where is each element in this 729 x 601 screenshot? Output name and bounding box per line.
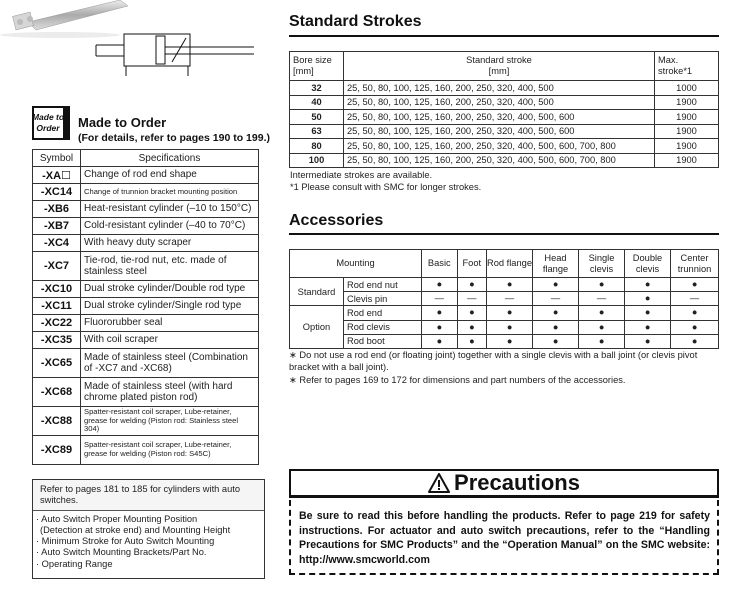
bore-cell: 32 bbox=[290, 81, 344, 96]
mark-cell: — bbox=[457, 292, 486, 306]
list-item: · Auto Switch Proper Mounting Position bbox=[36, 514, 198, 524]
mark-cell: ● bbox=[487, 334, 533, 348]
table-row bbox=[290, 95, 719, 110]
symbol-cell: -XC7 bbox=[33, 252, 81, 281]
part-cell: Rod end bbox=[344, 306, 422, 320]
standard-strokes-title: Standard Strokes bbox=[289, 13, 422, 30]
auto-switch-header: Refer to pages 181 to 185 for cylinders with auto switches. bbox=[33, 480, 264, 511]
table-header-row bbox=[290, 52, 719, 81]
table-row bbox=[33, 201, 259, 218]
table-row bbox=[33, 252, 259, 281]
table-row bbox=[33, 315, 259, 332]
list-item: (Detection at stroke end) and Mounting Height bbox=[40, 525, 231, 536]
mark-cell: — bbox=[579, 292, 625, 306]
table-row bbox=[33, 281, 259, 298]
table-row bbox=[33, 167, 259, 184]
table-row bbox=[290, 124, 719, 139]
symbol-cell: -XC22 bbox=[33, 315, 81, 332]
max-stroke-column-header bbox=[655, 52, 719, 81]
max-stroke-cell: 1000 bbox=[655, 81, 719, 96]
bore-cell: 50 bbox=[290, 110, 344, 125]
cylinder-illustration bbox=[0, 0, 270, 90]
specifications-column-header: Specifications bbox=[81, 150, 259, 167]
mark-cell: ● bbox=[625, 278, 671, 292]
precautions-title: Precautions bbox=[454, 470, 580, 495]
mark-cell: ● bbox=[422, 320, 458, 334]
table-row bbox=[290, 81, 719, 96]
spec-cell: Dual stroke cylinder/Single rod type bbox=[81, 298, 259, 315]
mark-cell: ● bbox=[625, 292, 671, 306]
table-header-row bbox=[33, 150, 259, 167]
symbol-cell: -XC4 bbox=[33, 235, 81, 252]
longer-strokes-footnote: *1 Please consult with SMC for longer strokes. bbox=[290, 182, 482, 192]
symbol-cell: -XC10 bbox=[33, 281, 81, 298]
accessories-table bbox=[289, 249, 719, 349]
max-header-line2: stroke*1 bbox=[658, 66, 693, 76]
spec-cell: Made of stainless steel (Combination of -XC7 and -XC68) bbox=[81, 349, 259, 378]
made-to-order-title: Made to Order bbox=[78, 115, 167, 130]
table-row bbox=[290, 110, 719, 125]
mark-cell: ● bbox=[533, 320, 579, 334]
badge-line2: Order bbox=[36, 123, 60, 133]
single-clevis-column-header: Single clevis bbox=[579, 250, 625, 278]
precautions-header bbox=[291, 471, 717, 495]
badge-line1: Made to bbox=[32, 112, 65, 122]
spec-cell: Cold-resistant cylinder (–40 to 70°C) bbox=[81, 218, 259, 235]
list-item: · Operating Range bbox=[36, 558, 113, 569]
spec-cell: Heat-resistant cylinder (–10 to 150°C) bbox=[81, 201, 259, 218]
accessories-reference-note: ∗ Refer to pages 169 to 172 for dimensions and part numbers of the accessories. bbox=[289, 375, 626, 385]
mark-cell: ● bbox=[457, 334, 486, 348]
spec-cell: Change of trunnion bracket mounting position bbox=[81, 184, 259, 201]
max-header-line1: Max. bbox=[658, 55, 679, 66]
made-to-order-header bbox=[32, 106, 270, 146]
mark-cell: ● bbox=[671, 320, 719, 334]
symbol-cell: -XA☐ bbox=[33, 167, 81, 184]
symbol-cell: -XB7 bbox=[33, 218, 81, 235]
strokes-cell: 25, 50, 80, 100, 125, 160, 200, 250, 320, 400, 500, 600 bbox=[344, 124, 655, 139]
mark-cell: ● bbox=[671, 306, 719, 320]
bore-header-line2: [mm] bbox=[293, 66, 314, 76]
table-row bbox=[33, 349, 259, 378]
made-to-order-subtitle: (For details, refer to pages 190 to 199.) bbox=[78, 132, 270, 144]
spec-cell: Dual stroke cylinder/Double rod type bbox=[81, 281, 259, 298]
spec-cell: Tie-rod, tie-rod nut, etc. made of stainless steel bbox=[81, 252, 259, 281]
mark-cell: ● bbox=[579, 306, 625, 320]
auto-switch-reference-box bbox=[32, 479, 265, 579]
table-row bbox=[290, 278, 719, 292]
list-item: · Auto Switch Mounting Brackets/Part No. bbox=[36, 547, 207, 558]
table-row bbox=[290, 334, 719, 348]
stroke-header-line1: Standard stroke bbox=[466, 55, 532, 66]
bore-size-column-header bbox=[290, 52, 344, 81]
mark-cell: ● bbox=[457, 278, 486, 292]
bore-cell: 40 bbox=[290, 95, 344, 110]
part-cell: Rod boot bbox=[344, 334, 422, 348]
table-row bbox=[33, 184, 259, 201]
precautions-text: Be sure to read this before handling the products. Refer to page 219 for safety instructions. For actuator and auto switch precautions, refer to the “Handling Precautions for SMC Products” and the “Operation Manual” on the SMC website: http://www.smcworld.com bbox=[299, 510, 710, 566]
mark-cell: ● bbox=[671, 278, 719, 292]
center-trunnion-column-header: Center trunnion bbox=[671, 250, 719, 278]
mark-cell: — bbox=[533, 292, 579, 306]
table-row bbox=[33, 332, 259, 349]
mark-cell: — bbox=[671, 292, 719, 306]
spec-cell: With heavy duty scraper bbox=[81, 235, 259, 252]
mark-cell: ● bbox=[533, 334, 579, 348]
table-row bbox=[290, 306, 719, 320]
intermediate-strokes-note: Intermediate strokes are available. bbox=[290, 170, 433, 180]
strokes-cell: 25, 50, 80, 100, 125, 160, 200, 250, 320, 400, 500, 600, 700, 800 bbox=[344, 139, 655, 154]
bore-cell: 63 bbox=[290, 124, 344, 139]
symbol-column-header: Symbol bbox=[33, 150, 81, 167]
bore-header-line1: Bore size bbox=[293, 55, 332, 66]
mark-cell: ● bbox=[457, 320, 486, 334]
part-cell: Rod clevis bbox=[344, 320, 422, 334]
mark-cell: ● bbox=[625, 334, 671, 348]
standard-stroke-column-header bbox=[344, 52, 655, 81]
mark-cell: ● bbox=[579, 334, 625, 348]
table-row bbox=[33, 436, 259, 465]
strokes-cell: 25, 50, 80, 100, 125, 160, 200, 250, 320, 400, 500, 600 bbox=[344, 110, 655, 125]
group-standard-cell: Standard bbox=[290, 278, 344, 306]
table-row bbox=[33, 407, 259, 436]
table-row bbox=[290, 153, 719, 168]
mark-cell: ● bbox=[533, 306, 579, 320]
table-row bbox=[33, 235, 259, 252]
mounting-column-header: Mounting bbox=[290, 250, 422, 278]
mark-cell: — bbox=[487, 292, 533, 306]
spec-cell: Spatter-resistant coil scraper, Lube-retainer, grease for welding (Piston rod: S45C) bbox=[81, 436, 259, 465]
symbol-cell: -XC89 bbox=[33, 436, 81, 465]
table-row bbox=[33, 218, 259, 235]
table-row bbox=[33, 378, 259, 407]
mark-cell: ● bbox=[422, 278, 458, 292]
mark-cell: ● bbox=[487, 306, 533, 320]
accessories-title: Accessories bbox=[289, 212, 384, 229]
symbol-cell: -XC65 bbox=[33, 349, 81, 378]
stroke-header-line2: [mm] bbox=[488, 66, 510, 76]
max-stroke-cell: 1900 bbox=[655, 153, 719, 168]
rod-flange-column-header: Rod flange bbox=[487, 250, 533, 278]
symbol-cell: -XC88 bbox=[33, 407, 81, 436]
mark-cell: ● bbox=[422, 306, 458, 320]
made-to-order-table bbox=[32, 149, 259, 465]
max-stroke-cell: 1900 bbox=[655, 124, 719, 139]
mark-cell: ● bbox=[579, 320, 625, 334]
made-to-order-badge-icon bbox=[32, 106, 70, 140]
rod-end-usage-note: ∗ Do not use a rod end (or floating joint) together with a single clevis with a ball joint (or clevis pivot bracket with a ball joint). bbox=[289, 350, 698, 372]
table-row bbox=[290, 292, 719, 306]
table-header-row bbox=[290, 250, 719, 278]
strokes-cell: 25, 50, 80, 100, 125, 160, 200, 250, 320, 400, 500, 600, 700, 800 bbox=[344, 153, 655, 168]
mark-cell: ● bbox=[579, 278, 625, 292]
cylinder-photo bbox=[0, 0, 128, 38]
max-stroke-cell: 1900 bbox=[655, 110, 719, 125]
mark-cell: ● bbox=[487, 320, 533, 334]
group-option-cell: Option bbox=[290, 306, 344, 349]
double-clevis-column-header: Double clevis bbox=[625, 250, 671, 278]
auto-switch-list bbox=[36, 514, 261, 570]
spec-cell: Change of rod end shape bbox=[81, 167, 259, 184]
foot-column-header: Foot bbox=[457, 250, 486, 278]
table-row bbox=[33, 298, 259, 315]
spec-cell: Fluororubber seal bbox=[81, 315, 259, 332]
precautions-box bbox=[289, 500, 719, 575]
spec-cell: With coil scraper bbox=[81, 332, 259, 349]
mark-cell: — bbox=[422, 292, 458, 306]
symbol-cell: -XB6 bbox=[33, 201, 81, 218]
symbol-cell: -XC68 bbox=[33, 378, 81, 407]
list-item: · Minimum Stroke for Auto Switch Mounting bbox=[36, 536, 215, 547]
head-flange-column-header: Head flange bbox=[533, 250, 579, 278]
standard-strokes-table bbox=[289, 51, 719, 168]
mark-cell: ● bbox=[625, 320, 671, 334]
warning-icon bbox=[428, 473, 450, 493]
mark-cell: ● bbox=[533, 278, 579, 292]
accessories-rule bbox=[289, 233, 719, 235]
standard-strokes-rule bbox=[289, 35, 719, 37]
part-cell: Clevis pin bbox=[344, 292, 422, 306]
mark-cell: ● bbox=[671, 334, 719, 348]
strokes-cell: 25, 50, 80, 100, 125, 160, 200, 250, 320, 400, 500 bbox=[344, 81, 655, 96]
max-stroke-cell: 1900 bbox=[655, 95, 719, 110]
max-stroke-cell: 1900 bbox=[655, 139, 719, 154]
spec-cell: Made of stainless steel (with hard chrome plated piston rod) bbox=[81, 378, 259, 407]
part-cell: Rod end nut bbox=[344, 278, 422, 292]
mark-cell: ● bbox=[625, 306, 671, 320]
mark-cell: ● bbox=[487, 278, 533, 292]
symbol-cell: -XC14 bbox=[33, 184, 81, 201]
symbol-cell: -XC35 bbox=[33, 332, 81, 349]
table-row bbox=[290, 139, 719, 154]
symbol-cell: -XC11 bbox=[33, 298, 81, 315]
spec-cell: Spatter-resistant coil scraper, Lube-retainer, grease for welding (Piston rod: Stainless steel 304) bbox=[81, 407, 259, 436]
bore-cell: 100 bbox=[290, 153, 344, 168]
strokes-cell: 25, 50, 80, 100, 125, 160, 200, 250, 320, 400, 500 bbox=[344, 95, 655, 110]
mark-cell: ● bbox=[422, 334, 458, 348]
mark-cell: ● bbox=[457, 306, 486, 320]
bore-cell: 80 bbox=[290, 139, 344, 154]
basic-column-header: Basic bbox=[422, 250, 458, 278]
table-row bbox=[290, 320, 719, 334]
cylinder-symbol-diagram bbox=[96, 34, 254, 76]
